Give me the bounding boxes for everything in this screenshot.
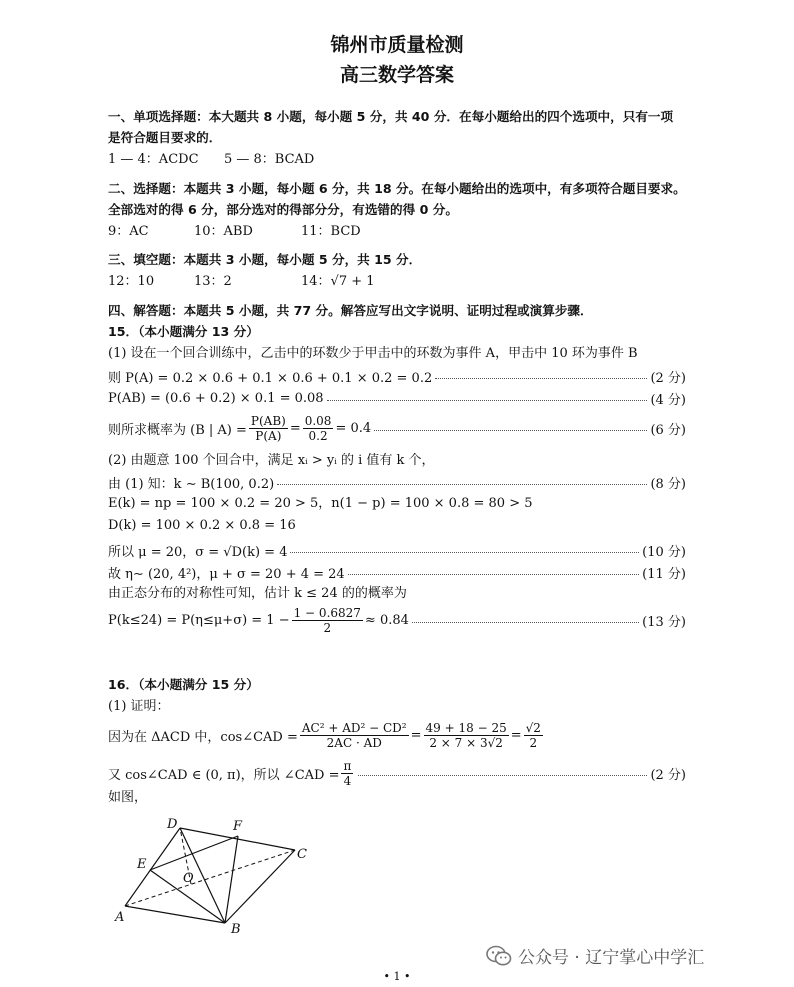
answer-1-4: 1 — 4：ACDC	[108, 152, 199, 167]
fraction-denominator: P(A)	[255, 428, 282, 443]
q16-line1: (1) 证明：	[108, 699, 170, 714]
q15-score-10: (10 分)	[642, 544, 686, 560]
page-number: • 1 •	[383, 970, 411, 983]
geometry-figure	[105, 808, 325, 938]
fraction-pab-over-pa	[249, 414, 288, 443]
fraction-denominator: 0.2	[308, 428, 328, 443]
section3-instruction: 三、填空题：本题共 3 小题，每小题 5 分，共 15 分．	[108, 252, 422, 267]
q15-line4-result: = 0.4	[335, 420, 372, 436]
q16-line2: 因为在 ΔACD 中，cos∠CAD = $\frac{\text{AC² + AD² − CD²}}{2AC \cdot AD}$ = $\frac{49 + 18 - 25}{2 \times 7 \times 3√2}$ = $\frac{√2}{2}$	[108, 720, 541, 750]
fraction-denominator: 2AC · AD	[326, 735, 382, 750]
label-o: O	[183, 871, 194, 886]
leader-dots	[290, 543, 639, 553]
q15-line3-text: P(AB) = (0.6 + 0.2) × 0.1 = 0.08	[108, 390, 324, 406]
fraction-denominator: 2 × 7 × 3√2	[429, 735, 503, 750]
leader-dots	[348, 565, 639, 575]
q15-line4: 则所求概率为 (B | A) = $\frac{P(AB)}{P(A)}$ = $\frac{0.08}{0.2}$ = 0.4 (6 分)	[108, 413, 686, 443]
fraction-numerator: P(AB)	[250, 413, 286, 428]
section2-instruction-line2: 全部选对的得 6 分，部分选对的得部分分，有选错的得 0 分。	[108, 202, 458, 217]
fraction-denominator: 2	[529, 735, 538, 750]
q15-line3	[108, 389, 686, 407]
label-b: B	[231, 922, 241, 937]
edge-ab	[125, 906, 225, 923]
leader-dots	[435, 369, 647, 379]
leader-dots	[374, 421, 647, 431]
answer-14-value: √7 + 1	[330, 274, 375, 289]
q15-heading: 15．（本小题满分 13 分）	[108, 324, 259, 339]
watermark-text: 公众号 · 辽宁掌心中学汇	[518, 948, 705, 968]
q15-score-8: (8 分)	[650, 476, 686, 492]
section2-instruction-line1: 二、选择题：本题共 3 小题，每小题 6 分，共 18 分。在每小题给出的选项中，有多项符合题目要求。	[108, 181, 686, 196]
wechat-watermark	[486, 943, 704, 968]
q15-line6-text: 由 (1) 知：k ∼ B(100, 0.2)	[108, 476, 275, 492]
q15-score-2: (2 分)	[650, 370, 686, 386]
edge-cb	[225, 850, 295, 923]
q15-line9	[108, 541, 686, 559]
fraction-root2-over-2	[524, 721, 543, 750]
fraction-numerator: 1 − 0.6827	[293, 605, 361, 620]
answer-10: 10：ABD	[194, 224, 253, 239]
label-c: C	[297, 847, 307, 862]
fraction-denominator: 2	[323, 620, 332, 635]
q15-line10-text: 故 η∼ (20, 4²)，μ + σ = 20 + 4 = 24	[108, 566, 345, 582]
q15-line7: E(k) = np = 100 × 0.2 = 20 > 5，n(1 − p) = 100 × 0.8 = 80 > 5	[108, 496, 533, 511]
fraction-numerator: 0.08	[304, 413, 332, 428]
fraction-pi-over-4	[341, 759, 353, 788]
q16-line4: 如图，	[108, 790, 148, 805]
answer-9: 9：AC	[108, 224, 149, 239]
q15-score-11: (11 分)	[642, 566, 686, 582]
q15-line6	[108, 473, 686, 491]
edge-fb	[225, 836, 238, 923]
q16-line3	[108, 758, 686, 788]
q15-line12	[108, 603, 686, 637]
q15-line12-text: P(k≤24) = P(η≤μ+σ) = 1 −	[108, 612, 290, 628]
section3-answers	[108, 273, 375, 291]
leader-dots	[358, 766, 647, 776]
edge-ad	[125, 828, 180, 906]
q15-score-13: (13 分)	[642, 614, 686, 630]
q16-line3-text: 又 cos∠CAD ∈ (0, π)，所以 ∠CAD =	[108, 767, 340, 783]
edge-ef	[150, 836, 238, 870]
fraction-cosine-values	[424, 721, 509, 750]
fraction-numerator: √2	[525, 720, 541, 735]
q15-line12-result: ≈ 0.84	[364, 612, 409, 628]
q15-line8: D(k) = 100 × 0.2 × 0.8 = 16	[108, 518, 296, 533]
q15-line1: (1) 设在一个回合训练中，乙击中的环数少于甲击中的环数为事件 A，甲击中 10 环为事件 B	[108, 346, 638, 361]
q16-score-2: (2 分)	[650, 767, 686, 783]
fraction-008-over-02	[303, 414, 334, 443]
q15-line2	[108, 367, 686, 385]
q15-line2-text: 则 P(A) = 0.2 × 0.6 + 0.1 × 0.6 + 0.1 × 0.2 = 0.2	[108, 370, 433, 386]
q15-score-4: (4 分)	[650, 392, 686, 408]
q15-score-6: (6 分)	[650, 422, 686, 438]
answer-5-8: 5 — 8：BCAD	[224, 152, 315, 167]
q16-line2-text: 因为在 ΔACD 中，cos∠CAD =	[108, 729, 298, 745]
fraction-numerator: AC² + AD² − CD²	[301, 720, 407, 735]
q15-line11: 由正态分布的对称性可知，估计 k ≤ 24 的的概率为	[108, 586, 407, 601]
doc-subtitle: 高三数学答案	[339, 64, 454, 86]
leader-dots	[277, 475, 647, 485]
answer-14-prefix: 14：	[301, 274, 331, 289]
leader-dots	[327, 391, 648, 401]
fraction-cosine-law	[300, 721, 409, 750]
q15-line10	[108, 563, 686, 581]
q15-line5: (2) 由题意 100 个回合中，满足 xᵢ > yᵢ 的 i 值有 k 个，	[108, 453, 435, 468]
fraction-normal-prob	[292, 606, 363, 635]
section2-answers	[108, 223, 361, 241]
fraction-denominator: 4	[343, 773, 352, 788]
answer-12: 12：10	[108, 274, 155, 289]
q15-line9-text: 所以 μ = 20，σ = √D(k) = 4	[108, 544, 288, 560]
wechat-icon	[486, 945, 512, 967]
edge-ac-dashed	[125, 850, 295, 906]
label-e: E	[137, 857, 147, 872]
section1-answers	[108, 151, 314, 169]
label-d: D	[167, 817, 178, 832]
q16-heading: 16．（本小题满分 15 分）	[108, 677, 259, 692]
label-f: F	[233, 819, 243, 834]
fraction-numerator: 49 + 18 − 25	[425, 720, 507, 735]
section1-instruction-line2: 是符合题目要求的．	[108, 130, 222, 145]
section1-instruction-line1: 一、单项选择题：本大题共 8 小题，每小题 5 分，共 40 分．在每小题给出的四个选项中，只有一项	[108, 109, 674, 124]
answer-13: 13：2	[194, 274, 232, 289]
fraction-numerator: π	[343, 758, 352, 773]
leader-dots	[412, 613, 639, 623]
label-a: A	[115, 910, 125, 925]
answer-11: 11：BCD	[301, 224, 361, 239]
q15-line4-text: 则所求概率为 (B | A) =	[108, 422, 247, 438]
doc-title: 锦州市质量检测	[330, 34, 464, 56]
section4-instruction: 四、解答题：本题共 5 小题，共 77 分。解答应写出文字说明、证明过程或演算步骤．	[108, 303, 593, 318]
